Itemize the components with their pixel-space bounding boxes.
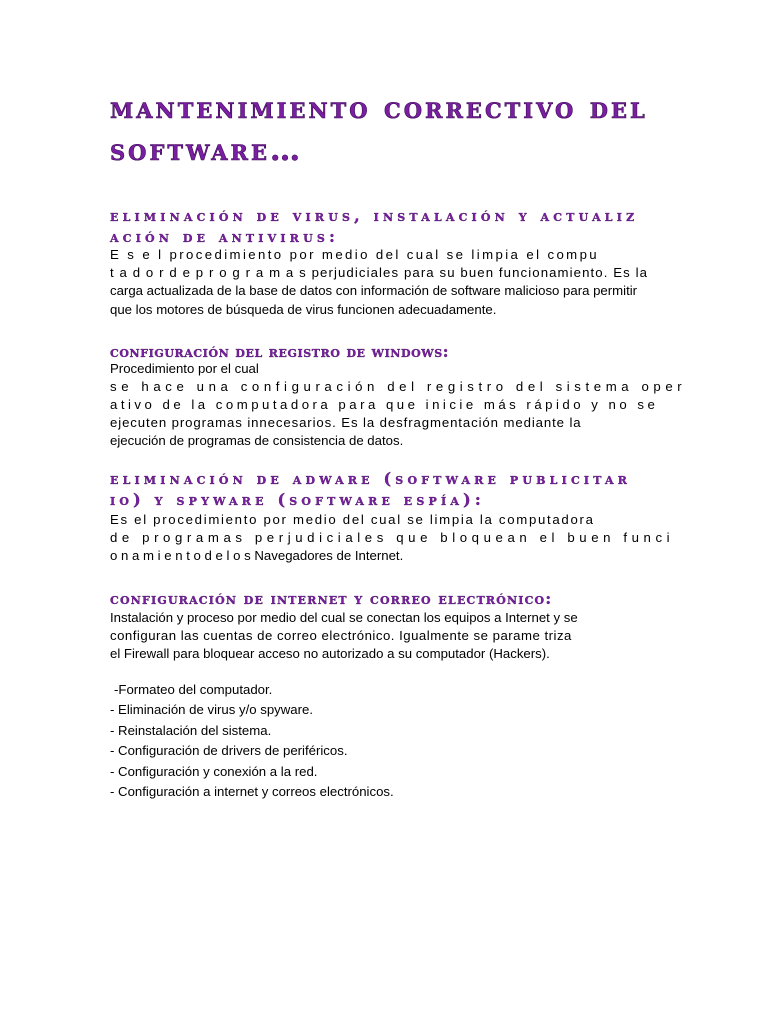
maintenance-task-list (110, 680, 394, 802)
section-body-internet-line2: configuran las cuentas de correo electrónico. Igualmente se parame triza (110, 628, 572, 643)
list-item: - Configuración a internet y correos electrónicos. (110, 784, 394, 800)
section-body-registry-line3: ativo de la computadora para que inicie más rápido y no se (110, 397, 659, 412)
list-item: - Reinstalación del sistema. (110, 722, 272, 738)
section-heading-virus: eliminación de virus, instalación y actualiz ación de antivirus: (110, 206, 639, 246)
list-item: - Eliminación de virus y/o spyware. (110, 702, 314, 718)
list-item: - Configuración y conexión a la red. (110, 763, 318, 779)
section-body-registry-line1: Procedimiento por el cual (110, 361, 259, 376)
section-heading-registry: configuración del registro de windows: (110, 342, 450, 361)
section-heading-internet: configuración de internet y correo electrónico: (110, 589, 553, 608)
section-body-registry-line4: ejecuten programas innecesarios. Es la desfragmentación mediante la (110, 415, 582, 430)
document-title: mantenimiento correctivo del software… (110, 91, 648, 168)
section-body-internet-line3: el Firewall para bloquear acceso no autorizado a su computador (Hackers). (110, 646, 550, 661)
section-body-registry-line5: ejecución de programas de consistencia de datos. (110, 433, 404, 448)
section-body-adware-line3: o n a m i e n t o d e l o s Navegadores de Internet. (110, 548, 404, 563)
list-item: -Formateo del computador. (114, 682, 273, 697)
section-body-internet-line1: Instalación y proceso por medio del cual se conectan los equipos a Internet y se (110, 610, 578, 625)
section-body-virus-line2: t a d o r d e p r o g r a m a s perjudiciales para su buen funcionamiento. Es la (110, 265, 649, 280)
section-heading-adware: eliminación de adware (software publicitar io) y spyware (software espía): (110, 469, 632, 509)
section-body-adware-line2: de programas perjudiciales que bloquean el buen funci (110, 530, 675, 545)
list-item: - Configuración de drivers de periféricos. (110, 743, 348, 759)
section-body-registry-line2: se hace una configuración del registro del sistema oper (110, 379, 687, 394)
section-body-virus-line1: E s e l procedimiento por medio del cual se limpia el compu (110, 247, 600, 262)
section-body-adware-line1: Es el procedimiento por medio del cual se limpia la computadora (110, 512, 595, 527)
section-body-virus-rest: carga actualizada de la base de datos con información de software malicioso para permitir que los motores de búsqueda de virus funcionen adecuadamente. (110, 283, 638, 317)
